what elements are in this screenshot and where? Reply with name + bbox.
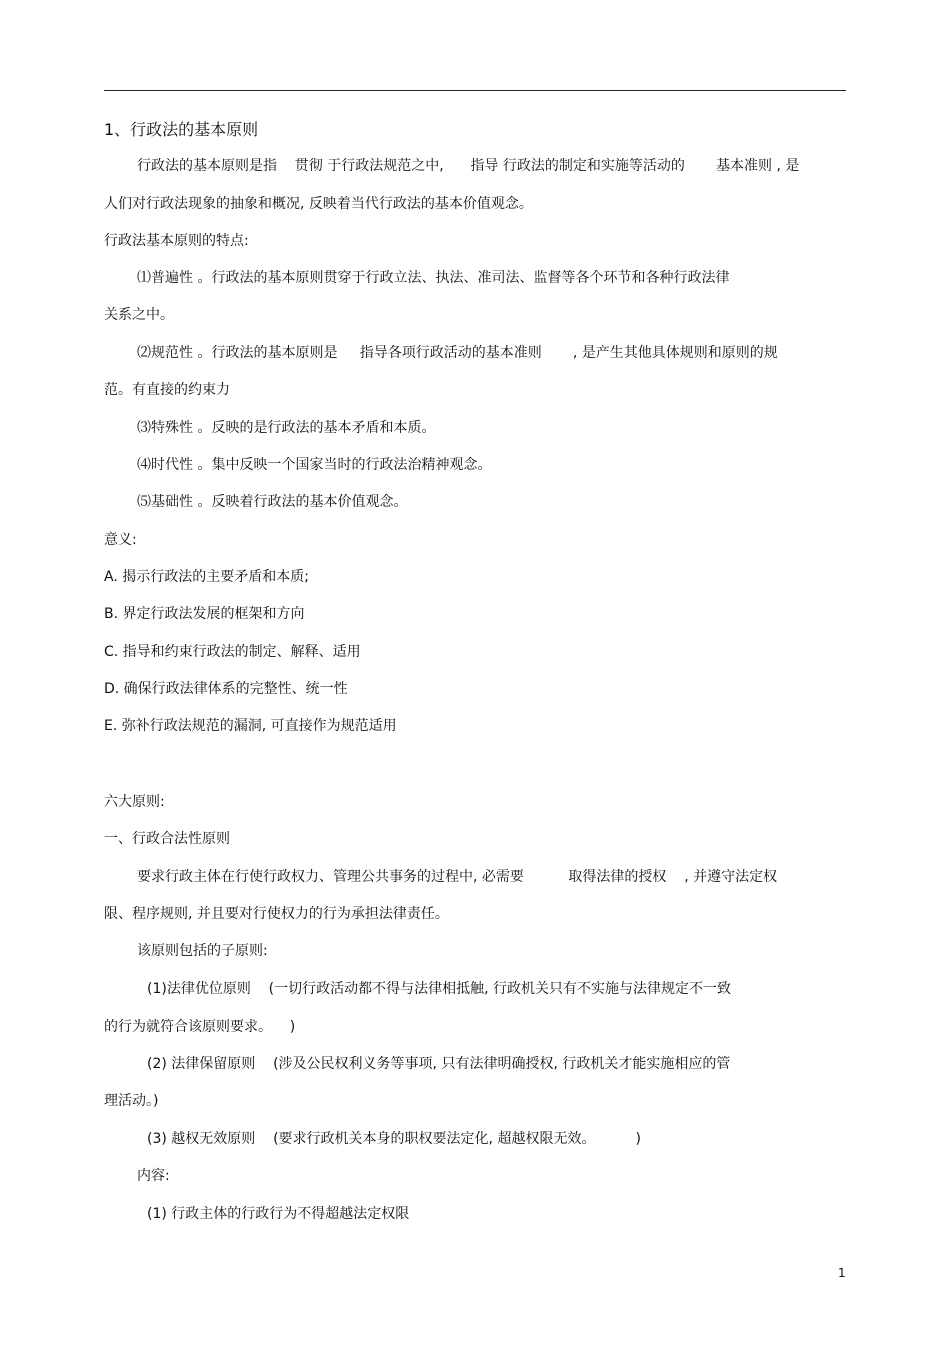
list-item: ⑵规范性 。行政法的基本原则是 指导各项行政活动的基本准则 , 是产生其他具体规则和原则的规 bbox=[137, 345, 778, 361]
list-item: D. 确保行政法律体系的完整性、统一性 bbox=[104, 681, 348, 697]
list-item: (1)法律优位原则 (一切行政活动都不得与法律相抵触, 行政机关只有不实施与法律规定不一致 bbox=[147, 981, 731, 997]
header-rule bbox=[104, 90, 846, 91]
paragraph-line: 要求行政主体在行使行政权力、管理公共事务的过程中, 必需要 取得法律的授权 , 并遵守法定权 bbox=[137, 869, 778, 885]
paragraph-line: 人们对行政法现象的抽象和概况, 反映着当代行政法的基本价值观念。 bbox=[104, 196, 533, 212]
paragraph-line: 的行为就符合该原则要求。 ) bbox=[104, 1019, 296, 1035]
list-item: (2) 法律保留原则 (涉及公民权利义务等事项, 只有法律明确授权, 行政机关才能实施相应的管 bbox=[147, 1056, 731, 1072]
list-item: (1) 行政主体的行政行为不得超越法定权限 bbox=[147, 1206, 410, 1222]
paragraph-line: 行政法的基本原则是指 贯彻 于行政法规范之中, 指导 行政法的制定和实施等活动的 基本准则 , 是 bbox=[137, 158, 800, 174]
list-item: B. 界定行政法发展的框架和方向 bbox=[104, 606, 305, 622]
list-item: ⑴普遍性 。行政法的基本原则贯穿于行政立法、执法、准司法、监督等各个环节和各种行政法律 bbox=[137, 270, 730, 286]
subheading: 行政法基本原则的特点: bbox=[104, 233, 249, 249]
list-item: (3) 越权无效原则 (要求行政机关本身的职权要法定化, 超越权限无效。 ) bbox=[147, 1131, 641, 1147]
list-item: C. 指导和约束行政法的制定、解释、适用 bbox=[104, 644, 361, 660]
subheading: 意义: bbox=[104, 532, 137, 548]
subheading: 一、行政合法性原则 bbox=[104, 831, 230, 847]
list-item: ⑶特殊性 。反映的是行政法的基本矛盾和本质。 bbox=[137, 420, 436, 436]
paragraph-line: 关系之中。 bbox=[104, 307, 174, 323]
paragraph-line: 限、程序规则, 并且要对行使权力的行为承担法律责任。 bbox=[104, 906, 449, 922]
list-item: E. 弥补行政法规范的漏洞, 可直接作为规范适用 bbox=[104, 718, 397, 734]
section-heading: 1、行政法的基本原则 bbox=[104, 120, 259, 139]
list-item: ⑷时代性 。集中反映一个国家当时的行政法治精神观念。 bbox=[137, 457, 492, 473]
list-item: ⑸基础性 。反映着行政法的基本价值观念。 bbox=[137, 494, 408, 510]
page-number: 1 bbox=[838, 1266, 846, 1280]
subheading: 内容: bbox=[137, 1168, 170, 1184]
list-item: A. 揭示行政法的主要矛盾和本质; bbox=[104, 569, 309, 585]
subheading: 该原则包括的子原则: bbox=[137, 943, 268, 959]
paragraph-line: 理活动。) bbox=[104, 1093, 159, 1109]
subheading: 六大原则: bbox=[104, 794, 165, 810]
paragraph-line: 范。有直接的约束力 bbox=[104, 382, 230, 398]
